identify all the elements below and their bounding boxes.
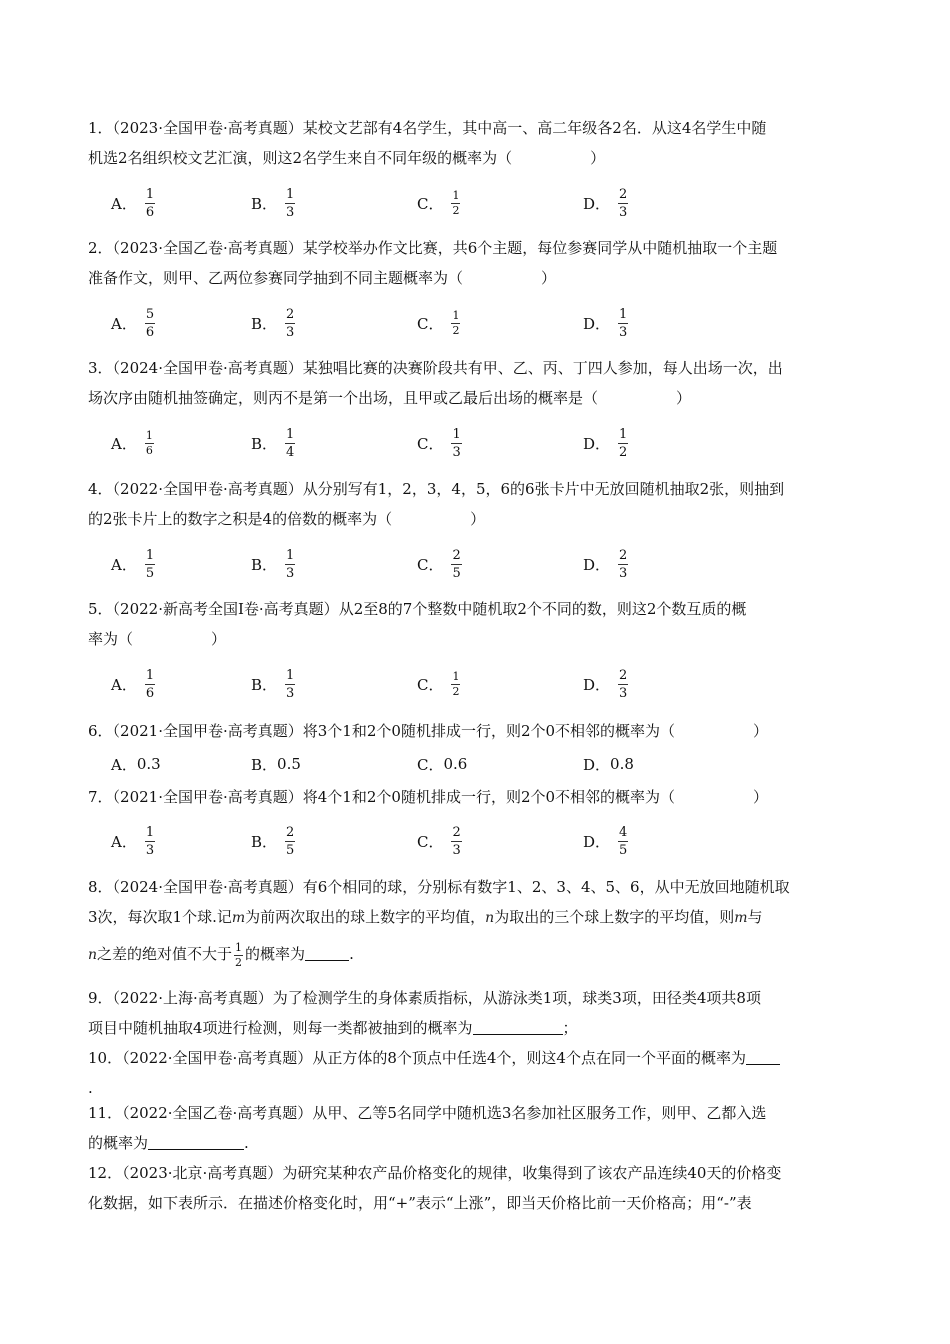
question-text: 有6个相同的球，分别标有数字1、2、3、4、5、6，从中无放回地随机取 [302,878,790,896]
question-text: 从甲、乙等5名同学中随机选3名参加社区服务工作，则甲、乙都入选 [312,1104,767,1122]
option-a[interactable]: A． $\frac{1}{3}$ [111,824,155,858]
fraction: $\frac{1}{6}$ [145,667,155,701]
option-b[interactable]: B． $\frac{1}{4}$ [251,426,295,460]
variable-m: m [231,910,246,926]
question-12: 12．（2023·北京·高考真题）为研究某种农产品价格变化的规律，收集得到了该农产品连续40天的价格变 化数据，如下表所示．在描述价格变化时，用“+”表示“上涨”，即当天价格比前一天价格高；用“-”表 [88,1164,782,1212]
question-source: （2024·全国甲卷·高考真题） [112,359,303,377]
option-a[interactable]: A． $\frac{1}{5}$ [111,547,155,581]
answer-blank[interactable] [148,1133,244,1150]
fraction: $\frac{2}{3}$ [619,667,628,701]
question-7: 7．（2021·全国甲卷·高考真题）将4个1和2个0随机排成一行，则2个0不相邻的概率为（ ） [88,788,769,806]
option-d[interactable]: D． $\frac{2}{3}$ [583,186,628,220]
options-row [111,663,811,705]
fraction: $\frac{1}{3}$ [286,667,295,701]
option-d[interactable]: D． $\frac{4}{5}$ [583,824,628,858]
question-source: （2022·全国甲卷·高考真题） [122,1049,313,1067]
fraction: $\frac{1}{3}$ [286,186,295,220]
option-d[interactable]: D． $\frac{2}{3}$ [583,667,628,701]
question-1: 1．（2023·全国甲卷·高考真题）某校文艺部有4名学生，其中高一、高二年级各2名．从这4名学生中随 机选2名组织校文艺汇演，则这2名学生来自不同年级的概率为（ ） [88,119,767,167]
option-b[interactable]: B． $\frac{1}{3}$ [251,186,295,220]
question-5: 5．（2022·新高考全国Ⅰ卷·高考真题）从2至8的7个整数中随机取2个不同的数，则这2个数互质的概 率为（ ） [88,600,747,648]
fraction: $\frac{1}{5}$ [145,547,155,581]
question-source: （2022·全国甲卷·高考真题） [112,480,303,498]
options-row [111,422,811,464]
question-number: 8． [88,878,113,896]
options-row [111,820,811,862]
question-text: 将3个1和2个0随机排成一行，则2个0不相邻的概率为（ [302,722,676,740]
question-source: （2022·上海·高考真题） [112,989,273,1007]
option-c[interactable]: C． $\frac{2}{5}$ [417,547,461,581]
fraction: $\frac{2}{3}$ [452,824,461,858]
fraction: $\frac{2}{3}$ [619,547,628,581]
question-4: 4．（2022·全国甲卷·高考真题）从分别写有1，2，3，4，5，6的6张卡片中无放回随机抽取2张，则抽到 的2张卡片上的数字之积是4的倍数的概率为（ ） [88,480,785,528]
option-b[interactable]: B． $\frac{1}{3}$ [251,547,295,581]
question-number: 6． [88,722,113,740]
question-text: 准备作文，则甲、乙两位参赛同学抽到不同主题概率为（ [88,269,464,287]
option-d[interactable]: D． $\frac{1}{2}$ [583,426,628,460]
fraction: $\frac{1}{2}$ [452,188,460,217]
question-text: 机选2名组织校文艺汇演，则这2名学生来自不同年级的概率为（ [88,149,513,167]
question-text: 从2至8的7个整数中随机取2个不同的数，则这2个数互质的概 [338,600,747,618]
option-a[interactable]: A． $\frac{1}{6}$ [111,186,155,220]
question-text: 某独唱比赛的决赛阶段共有甲、乙、丙、丁四人参加，每人出场一次，出 [302,359,783,377]
question-text: 将4个1和2个0随机排成一行，则2个0不相邻的概率为（ [302,788,676,806]
question-number: 4． [88,480,113,498]
option-d[interactable]: D． 0.8 [583,755,634,774]
fraction: $\frac{5}{6}$ [145,306,155,340]
question-9: 9．（2022·上海·高考真题）为了检测学生的身体素质指标，从游泳类1项，球类3项，田径类4项共8项 项目中随机抽取4项进行检测，则每一类都被抽到的概率为 ； [88,989,761,1037]
question-11: 11．（2022·全国乙卷·高考真题）从甲、乙等5名同学中随机选3名参加社区服务工作，则甲、乙都入选 的概率为 . [88,1104,767,1152]
question-text: 率为（ [88,630,134,648]
question-3: 3．（2024·全国甲卷·高考真题）某独唱比赛的决赛阶段共有甲、乙、丙、丁四人参加，每人出场一次，出 场次序由随机抽签确定，则丙不是第一个出场，且甲或乙最后出场的概率是（ ） [88,359,783,407]
option-c[interactable]: C． $\frac{1}{2}$ [417,669,460,698]
fraction: $\frac{4}{5}$ [619,824,628,858]
question-source: （2021·全国甲卷·高考真题） [112,722,303,740]
question-source: （2021·全国甲卷·高考真题） [112,788,303,806]
option-a[interactable]: A． 0.3 [111,755,161,774]
question-source: （2022·新高考全国Ⅰ卷·高考真题） [112,600,339,618]
option-c[interactable]: C． 0.6 [417,755,468,774]
fraction: $\frac{1}{3}$ [619,306,628,340]
fraction: $\frac{1}{2}$ [452,308,460,337]
question-number: 11． [88,1104,123,1122]
fraction: $\frac{1}{2}$ [452,669,460,698]
option-d[interactable]: D． $\frac{2}{3}$ [583,547,628,581]
fraction: $\frac{1}{2}$ [619,426,628,460]
variable-n: n [485,910,495,926]
question-text: 某校文艺部有4名学生，其中高一、高二年级各2名．从这4名学生中随 [302,119,767,137]
question-number: 12． [88,1164,123,1182]
question-text: 某学校举办作文比赛，共6个主题，每位参赛同学从中随机抽取一个主题 [302,239,778,257]
question-2: 2．（2023·全国乙卷·高考真题）某学校举办作文比赛，共6个主题，每位参赛同学从中随机抽取一个主题 准备作文，则甲、乙两位参赛同学抽到不同主题概率为（ ） [88,239,778,287]
question-source: （2022·全国乙卷·高考真题） [122,1104,313,1122]
question-text: 从分别写有1，2，3，4，5，6的6张卡片中无放回随机抽取2张，则抽到 [302,480,785,498]
answer-blank[interactable] [473,1018,563,1035]
fraction: $\frac{2}{3}$ [619,186,628,220]
option-c[interactable]: C． $\frac{1}{2}$ [417,188,460,217]
fraction: $\frac{1}{6}$ [145,186,155,220]
question-number: 7． [88,788,113,806]
fraction: $\frac{1}{3}$ [145,824,155,858]
answer-blank[interactable] [305,944,349,961]
option-b[interactable]: B． $\frac{2}{5}$ [251,824,295,858]
question-source: （2023·全国甲卷·高考真题） [112,119,303,137]
option-c[interactable]: C． $\frac{1}{3}$ [417,426,461,460]
question-text: 从正方体的8个顶点中任选4个，则这4个点在同一个平面的概率为 [312,1049,746,1067]
fraction: $\frac{1}{6}$ [145,428,153,457]
question-number: 3． [88,359,113,377]
option-b[interactable]: B． $\frac{1}{3}$ [251,667,295,701]
question-10: 10．（2022·全国甲卷·高考真题）从正方体的8个顶点中任选4个，则这4个点在同一个平面的概率为 . [88,1043,870,1103]
question-source: （2023·北京·高考真题） [122,1164,283,1182]
options-row [111,543,811,585]
question-6: 6．（2021·全国甲卷·高考真题）将3个1和2个0随机排成一行，则2个0不相邻的概率为（ ） [88,722,769,740]
option-c[interactable]: C． $\frac{2}{3}$ [417,824,461,858]
option-c[interactable]: C． $\frac{1}{2}$ [417,308,460,337]
options-row [111,182,811,224]
option-a[interactable]: A． $\frac{1}{6}$ [111,428,153,457]
fraction: $\frac{2}{3}$ [286,306,295,340]
question-text: 的2张卡片上的数字之积是4的倍数的概率为（ [88,510,393,528]
option-a[interactable]: A． $\frac{5}{6}$ [111,306,155,340]
variable-m: m [734,910,748,926]
fraction: $\frac{2}{5}$ [286,824,295,858]
question-number: 1． [88,119,113,137]
answer-blank[interactable] [746,1048,780,1065]
fraction: $\frac{1}{3}$ [452,426,461,460]
question-source: （2024·全国甲卷·高考真题） [112,878,303,896]
options-row [111,302,811,344]
fraction: $\frac{1}{2}$ [235,940,243,969]
question-number: 2． [88,239,113,257]
option-a[interactable]: A． $\frac{1}{6}$ [111,667,155,701]
question-number: 10． [88,1049,123,1067]
question-text: 为了检测学生的身体素质指标，从游泳类1项，球类3项，田径类4项共8项 [272,989,761,1007]
question-text: 场次序由随机抽签确定，则丙不是第一个出场，且甲或乙最后出场的概率是（ [88,389,599,407]
question-number: 5． [88,600,113,618]
fraction: $\frac{1}{4}$ [286,426,295,460]
option-d[interactable]: D． $\frac{1}{3}$ [583,306,628,340]
option-b[interactable]: B． 0.5 [251,755,301,774]
fraction: $\frac{2}{5}$ [452,547,461,581]
question-number: 9． [88,989,113,1007]
variable-n: n [88,947,98,963]
fraction: $\frac{1}{3}$ [286,547,295,581]
question-8: 8．（2024·全国甲卷·高考真题）有6个相同的球，分别标有数字1、2、3、4、5、6，从中无放回地随机取 3次，每次取1个球.记m为前两次取出的球上数字的平均值，n为取出的三个球上数字的平均值，则m与 n之差的绝对值不大于 $\frac{1}{2}$ 的概率为 . [88,878,790,969]
option-b[interactable]: B． $\frac{2}{3}$ [251,306,295,340]
question-text: 为研究某种农产品价格变化的规律，收集得到了该农产品连续40天的价格变 [282,1164,782,1182]
question-source: （2023·全国乙卷·高考真题） [112,239,303,257]
